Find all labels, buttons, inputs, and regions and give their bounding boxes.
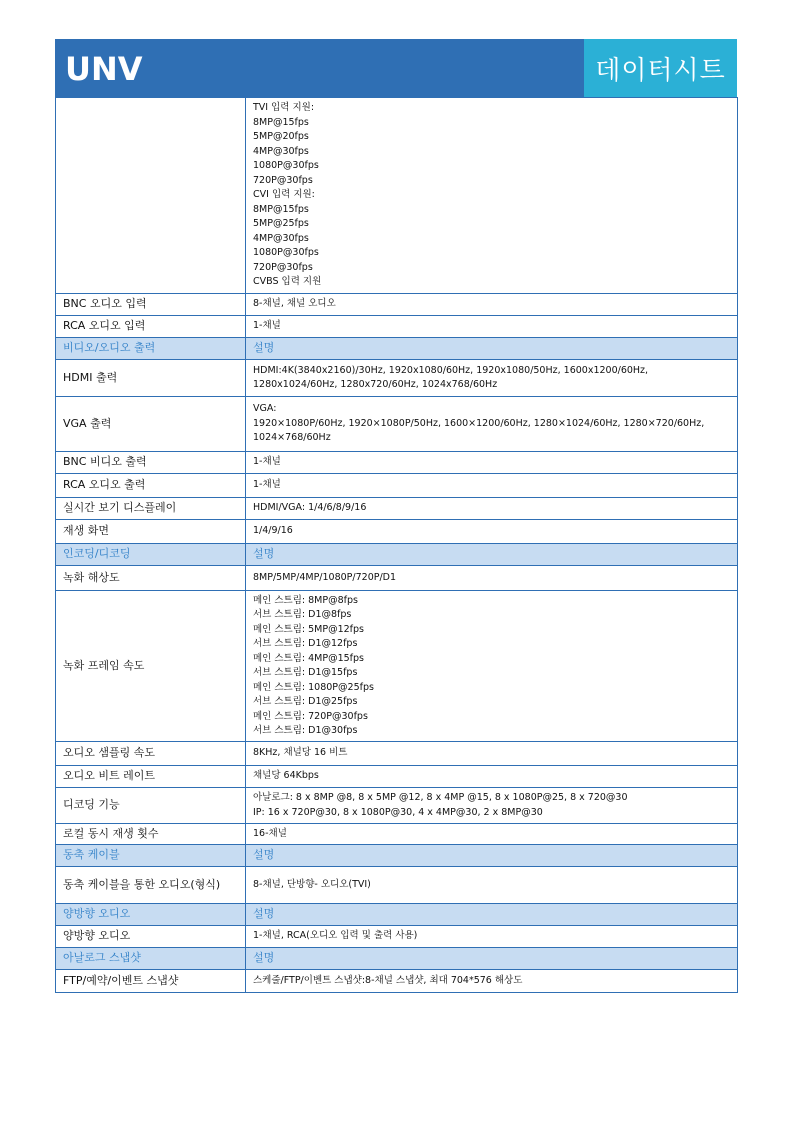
spec-value bbox=[246, 591, 738, 742]
spec-value-line: CVBS 입력 지원 bbox=[253, 276, 322, 288]
section-header-row bbox=[56, 544, 738, 566]
spec-value-line: 1080P@30fps bbox=[253, 247, 319, 259]
spec-value-line: 설명 bbox=[253, 547, 275, 561]
spec-value-line: 5MP@20fps bbox=[253, 131, 309, 143]
spec-value-line: 1920×1080P/60Hz, 1920×1080P/50Hz, 1600×1200/60Hz, 1280×1024/60Hz, 1280×720/60Hz, bbox=[253, 417, 705, 429]
spec-label: 오디오 샘플링 속도 bbox=[56, 742, 246, 766]
spec-value bbox=[246, 970, 738, 993]
datasheet-title: 데이터시트 bbox=[584, 39, 737, 97]
spec-table bbox=[55, 97, 738, 993]
spec-value-line: 스케줄/FTP/이벤트 스냅샷:8-채널 스냅샷, 최대 704*576 해상도 bbox=[253, 974, 523, 986]
spec-value-line: 메인 스트림: 5MP@12fps bbox=[253, 623, 365, 635]
table-row bbox=[56, 316, 738, 338]
spec-value-line: 1-채널, RCA(오디오 입력 및 출력 사용) bbox=[253, 930, 418, 942]
table-row bbox=[56, 867, 738, 904]
section-header-row bbox=[56, 904, 738, 926]
spec-label: 오디오 비트 레이트 bbox=[56, 766, 246, 788]
section-title: 동축 케이블 bbox=[56, 845, 246, 867]
spec-value-line: 16-채널 bbox=[253, 827, 287, 839]
spec-value bbox=[246, 98, 738, 294]
section-header-row bbox=[56, 948, 738, 970]
spec-value bbox=[246, 742, 738, 766]
section-title: 인코딩/디코딩 bbox=[56, 544, 246, 566]
spec-value-line: 8MP@15fps bbox=[253, 116, 309, 128]
spec-value-line: 메인 스트림: 720P@30fps bbox=[253, 710, 368, 722]
spec-label: BNC 비디오 출력 bbox=[56, 452, 246, 474]
spec-value-line: 8MP@15fps bbox=[253, 203, 309, 215]
spec-value bbox=[246, 474, 738, 498]
page-header bbox=[55, 39, 737, 97]
spec-value-line: 1280x1024/60Hz, 1280x720/60Hz, 1024x768/60Hz bbox=[253, 379, 498, 390]
spec-value bbox=[246, 397, 738, 452]
spec-value-line: TVI 입력 지원: bbox=[253, 102, 315, 114]
spec-value-line: 720P@30fps bbox=[253, 174, 313, 186]
spec-value-line: 서브 스트림: D1@12fps bbox=[253, 638, 358, 649]
spec-value-line: 1-채널 bbox=[253, 456, 281, 468]
spec-value-line: 720P@30fps bbox=[253, 261, 313, 273]
spec-value-line: 4MP@30fps bbox=[253, 145, 309, 157]
section-header-row bbox=[56, 845, 738, 867]
spec-label: 실시간 보기 디스플레이 bbox=[56, 498, 246, 520]
spec-value-line: 설명 bbox=[253, 848, 275, 862]
spec-label: HDMI 출력 bbox=[56, 360, 246, 397]
section-desc bbox=[246, 544, 738, 566]
table-row bbox=[56, 824, 738, 845]
spec-value-line: 8MP/5MP/4MP/1080P/720P/D1 bbox=[253, 571, 397, 583]
table-row bbox=[56, 498, 738, 520]
spec-value-line: 서브 스트림: D1@30fps bbox=[253, 725, 358, 736]
table-row bbox=[56, 294, 738, 316]
table-row bbox=[56, 566, 738, 591]
spec-label: 로컬 동시 재생 횟수 bbox=[56, 824, 246, 845]
table-row bbox=[56, 970, 738, 993]
spec-value bbox=[246, 452, 738, 474]
table-row bbox=[56, 98, 738, 294]
table-row bbox=[56, 742, 738, 766]
spec-label: 디코딩 기능 bbox=[56, 788, 246, 824]
spec-value-line: 8-채널, 단방향- 오디오(TVI) bbox=[253, 878, 371, 890]
spec-value-line: 서브 스트림: D1@8fps bbox=[253, 609, 352, 620]
spec-value bbox=[246, 316, 738, 338]
table-row bbox=[56, 397, 738, 452]
spec-label: 동축 케이블을 통한 오디오(형식) bbox=[56, 867, 246, 904]
spec-value-line: HDMI:4K(3840x2160)/30Hz, 1920x1080/60Hz, 1920x1080/50Hz, 1600x1200/60Hz, bbox=[253, 364, 649, 376]
spec-label: 재생 화면 bbox=[56, 520, 246, 544]
spec-value-line: 아날로그: 8 x 8MP @8, 8 x 5MP @12, 8 x 4MP @15, 8 x 1080P@25, 8 x 720@30 bbox=[253, 792, 628, 803]
spec-value-line: 5MP@25fps bbox=[253, 218, 309, 230]
spec-label: 양방향 오디오 bbox=[56, 926, 246, 948]
spec-value bbox=[246, 566, 738, 591]
spec-value-line: 8-채널, 채널 오디오 bbox=[253, 298, 336, 310]
section-title: 양방향 오디오 bbox=[56, 904, 246, 926]
spec-value-line: HDMI/VGA: 1/4/6/8/9/16 bbox=[253, 502, 367, 514]
spec-value bbox=[246, 766, 738, 788]
spec-value-line: 서브 스트림: D1@25fps bbox=[253, 696, 358, 707]
spec-value-line: 4MP@30fps bbox=[253, 232, 309, 244]
spec-label: RCA 오디오 출력 bbox=[56, 474, 246, 498]
spec-value bbox=[246, 520, 738, 544]
spec-value-line: 1080P@30fps bbox=[253, 160, 319, 172]
section-desc bbox=[246, 845, 738, 867]
table-row bbox=[56, 766, 738, 788]
section-title: 아날로그 스냅샷 bbox=[56, 948, 246, 970]
spec-value bbox=[246, 867, 738, 904]
section-desc bbox=[246, 338, 738, 360]
spec-value bbox=[246, 498, 738, 520]
svg-text:UNV: UNV bbox=[65, 50, 143, 86]
spec-value-line: IP: 16 x 720P@30, 8 x 1080P@30, 4 x 4MP@30, 2 x 8MP@30 bbox=[253, 806, 543, 818]
spec-label: BNC 오디오 입력 bbox=[56, 294, 246, 316]
spec-value-line: 1-채널 bbox=[253, 320, 281, 332]
spec-label bbox=[56, 98, 246, 294]
spec-value-line: 1-채널 bbox=[253, 479, 281, 491]
spec-label: RCA 오디오 입력 bbox=[56, 316, 246, 338]
spec-label: 녹화 해상도 bbox=[56, 566, 246, 591]
spec-value-line: 설명 bbox=[253, 907, 275, 921]
spec-value-line: 메인 스트림: 8MP@8fps bbox=[253, 594, 358, 606]
spec-value-line: CVI 입력 지원: bbox=[253, 189, 315, 201]
section-header-row bbox=[56, 338, 738, 360]
spec-value-line: 8KHz, 채널당 16 비트 bbox=[253, 747, 348, 759]
spec-label: 녹화 프레임 속도 bbox=[56, 591, 246, 742]
spec-value bbox=[246, 360, 738, 397]
table-row bbox=[56, 788, 738, 824]
section-title: 비디오/오디오 출력 bbox=[56, 338, 246, 360]
table-row bbox=[56, 474, 738, 498]
table-row bbox=[56, 926, 738, 948]
spec-value-line: 서브 스트림: D1@15fps bbox=[253, 667, 358, 678]
section-desc bbox=[246, 904, 738, 926]
spec-value-line: 설명 bbox=[253, 341, 275, 355]
spec-value-line: 1/4/9/16 bbox=[253, 525, 293, 537]
spec-value bbox=[246, 788, 738, 824]
table-row bbox=[56, 452, 738, 474]
spec-label: FTP/예약/이벤트 스냅샷 bbox=[56, 970, 246, 993]
table-row bbox=[56, 360, 738, 397]
unv-logo bbox=[65, 50, 145, 86]
table-row bbox=[56, 520, 738, 544]
spec-value-line: 메인 스트림: 4MP@15fps bbox=[253, 652, 365, 664]
spec-value-line: 채널당 64Kbps bbox=[253, 770, 319, 782]
spec-value bbox=[246, 824, 738, 845]
table-row bbox=[56, 591, 738, 742]
spec-value-line: VGA: bbox=[253, 403, 277, 415]
section-desc bbox=[246, 948, 738, 970]
spec-value-line: 메인 스트림: 1080P@25fps bbox=[253, 681, 374, 693]
spec-value-line: 1024×768/60Hz bbox=[253, 432, 331, 444]
spec-label: VGA 출력 bbox=[56, 397, 246, 452]
spec-value-line: 설명 bbox=[253, 951, 275, 965]
spec-value bbox=[246, 294, 738, 316]
spec-value bbox=[246, 926, 738, 948]
